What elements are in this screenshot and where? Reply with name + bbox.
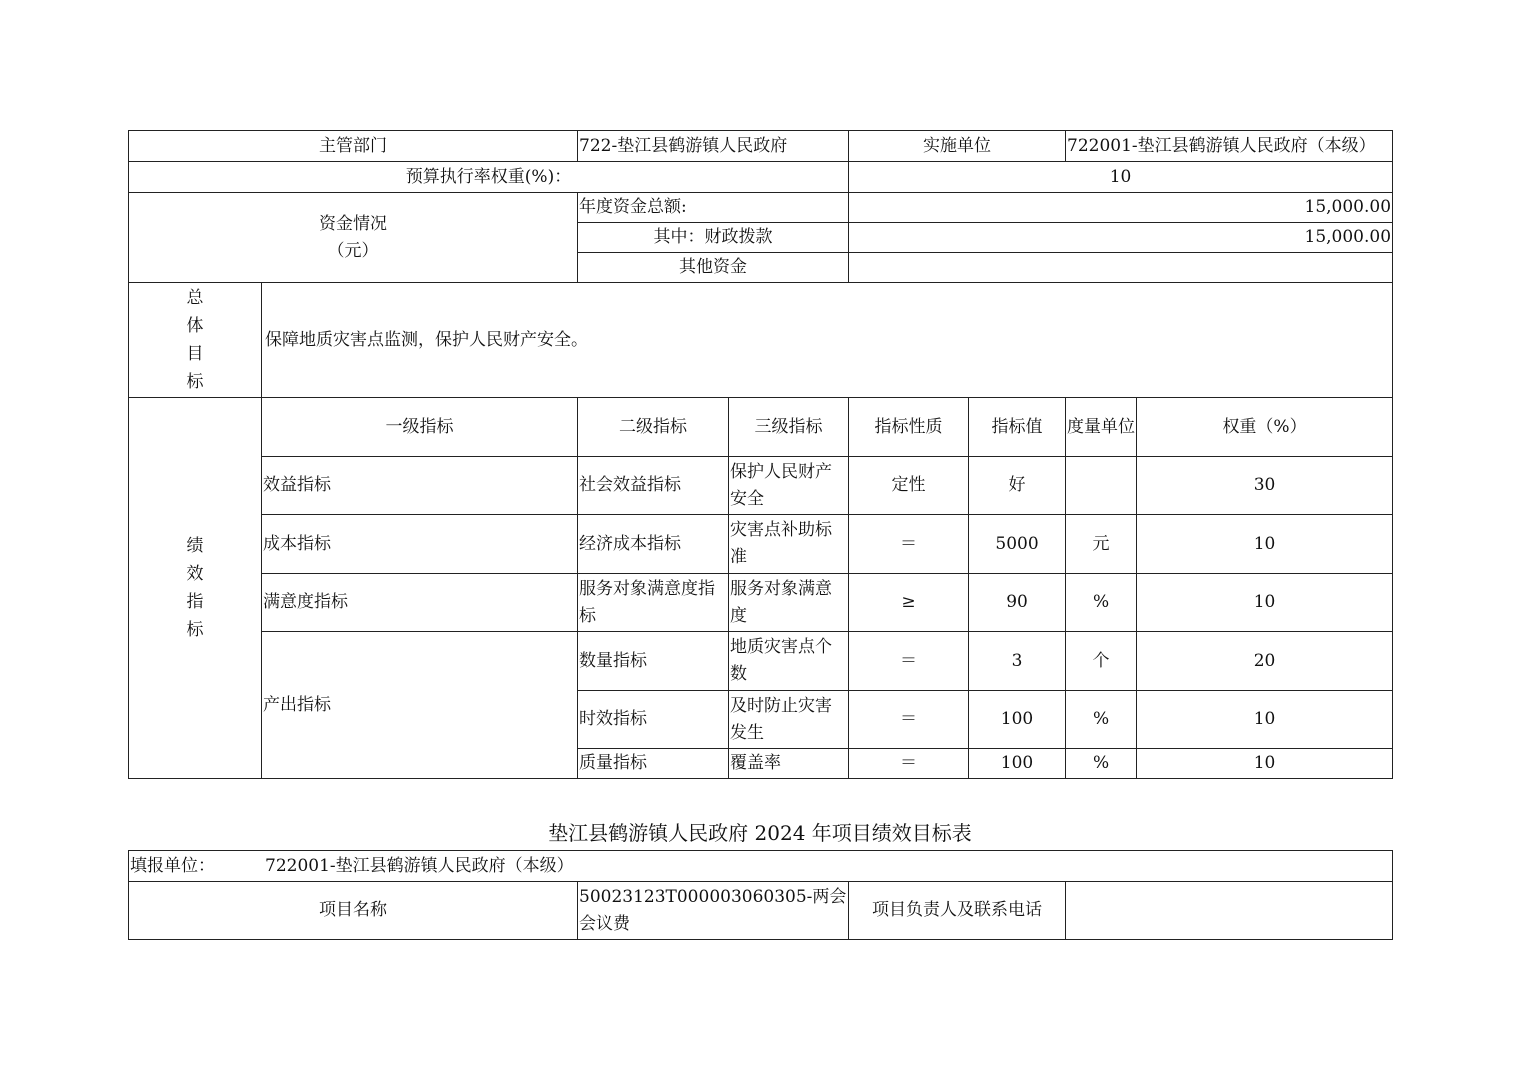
level2-cell: 经济成本指标: [578, 515, 729, 574]
header-level2: 二级指标: [578, 398, 729, 457]
weight-cell: 20: [1137, 632, 1393, 691]
level3-cell: 灾害点补助标准: [729, 515, 849, 574]
weight-cell: 10: [1137, 515, 1393, 574]
overall-goal-text: 保障地质灾害点监测，保护人民财产安全。: [262, 283, 1393, 398]
table-row: [129, 457, 1393, 515]
nature-cell: ≥: [849, 574, 969, 632]
header-value: 指标值: [969, 398, 1066, 457]
value-cell: 100: [969, 749, 1066, 779]
impl-unit-label: 实施单位: [849, 131, 1066, 162]
level2-cell: 质量指标: [578, 749, 729, 779]
level3-cell: 保护人民财产安全: [729, 457, 849, 515]
unit-cell: 个: [1066, 632, 1137, 691]
overall-goal-label: [129, 283, 262, 398]
goal-char: 目: [186, 344, 204, 364]
level3-cell: 及时防止灾害发生: [729, 691, 849, 749]
level2-cell: 服务对象满意度指标: [578, 574, 729, 632]
fund-label-line2: （元）: [327, 240, 379, 261]
fund-total-label: 年度资金总额:: [578, 193, 849, 223]
level1-cell: 满意度指标: [262, 574, 578, 632]
level2-cell: 社会效益指标: [578, 457, 729, 515]
level3-cell: 覆盖率: [729, 749, 849, 779]
level1-cell: 效益指标: [262, 457, 578, 515]
value-cell: 3: [969, 632, 1066, 691]
level1-cell: 成本指标: [262, 515, 578, 574]
table-row: [129, 515, 1393, 574]
perf-char: 绩: [186, 536, 204, 556]
performance-indicator-label: [129, 398, 262, 779]
budget-weight-label: 预算执行率权重(%)：: [129, 162, 849, 193]
dept-value: 722-垫江县鹤游镇人民政府: [578, 131, 849, 162]
unit-cell: %: [1066, 691, 1137, 749]
fund-fiscal-value: 15,000.00: [849, 223, 1393, 253]
project-table-title: 垫江县鹤游镇人民政府 2024 年项目绩效目标表: [548, 821, 972, 845]
performance-target-table: [128, 130, 1393, 779]
header-weight: 权重（%）: [1137, 398, 1393, 457]
header-level3: 三级指标: [729, 398, 849, 457]
project-info-table: [128, 850, 1393, 940]
goal-char: 体: [186, 316, 204, 336]
nature-cell: ＝: [849, 691, 969, 749]
fund-label: [129, 193, 578, 283]
unit-cell: %: [1066, 574, 1137, 632]
header-unit: 度量单位: [1066, 398, 1137, 457]
impl-unit-value: 722001-垫江县鹤游镇人民政府（本级）: [1066, 131, 1393, 162]
table-row: [129, 632, 1393, 691]
value-cell: 90: [969, 574, 1066, 632]
level2-cell: 数量指标: [578, 632, 729, 691]
fill-unit-value: 722001-垫江县鹤游镇人民政府（本级）: [265, 855, 574, 876]
nature-cell: ＝: [849, 515, 969, 574]
weight-cell: 10: [1137, 691, 1393, 749]
perf-char: 效: [186, 564, 204, 584]
fill-unit-label: 填报单位：: [130, 855, 215, 876]
header-nature: 指标性质: [849, 398, 969, 457]
contact-label: 项目负责人及联系电话: [849, 882, 1066, 940]
goal-char: 标: [186, 372, 204, 392]
fund-other-value: [849, 253, 1393, 283]
fund-label-line1: 资金情况: [319, 213, 387, 234]
goal-char: 总: [186, 288, 204, 308]
weight-cell: 10: [1137, 749, 1393, 779]
value-cell: 好: [969, 457, 1066, 515]
fund-other-label: 其他资金: [578, 253, 849, 283]
unit-cell: %: [1066, 749, 1137, 779]
level3-cell: 地质灾害点个数: [729, 632, 849, 691]
dept-label: 主管部门: [129, 131, 578, 162]
weight-cell: 30: [1137, 457, 1393, 515]
perf-char: 指: [186, 592, 204, 612]
project-name-label: 项目名称: [129, 882, 578, 940]
value-cell: 5000: [969, 515, 1066, 574]
fund-fiscal-label: 其中：财政拨款: [578, 223, 849, 253]
header-level1: 一级指标: [262, 398, 578, 457]
nature-cell: 定性: [849, 457, 969, 515]
unit-cell: 元: [1066, 515, 1137, 574]
fill-unit-row: [129, 851, 1393, 882]
value-cell: 100: [969, 691, 1066, 749]
table-row: [129, 574, 1393, 632]
nature-cell: ＝: [849, 632, 969, 691]
fund-total-value: 15,000.00: [849, 193, 1393, 223]
budget-weight-value: 10: [849, 162, 1393, 193]
level2-cell: 时效指标: [578, 691, 729, 749]
contact-value: [1066, 882, 1393, 940]
nature-cell: ＝: [849, 749, 969, 779]
weight-cell: 10: [1137, 574, 1393, 632]
project-name-value: 50023123T000003060305-两会会议费: [578, 882, 849, 940]
unit-cell: [1066, 457, 1137, 515]
level3-cell: 服务对象满意度: [729, 574, 849, 632]
perf-char: 标: [186, 620, 204, 640]
level1-cell: 产出指标: [262, 632, 578, 779]
